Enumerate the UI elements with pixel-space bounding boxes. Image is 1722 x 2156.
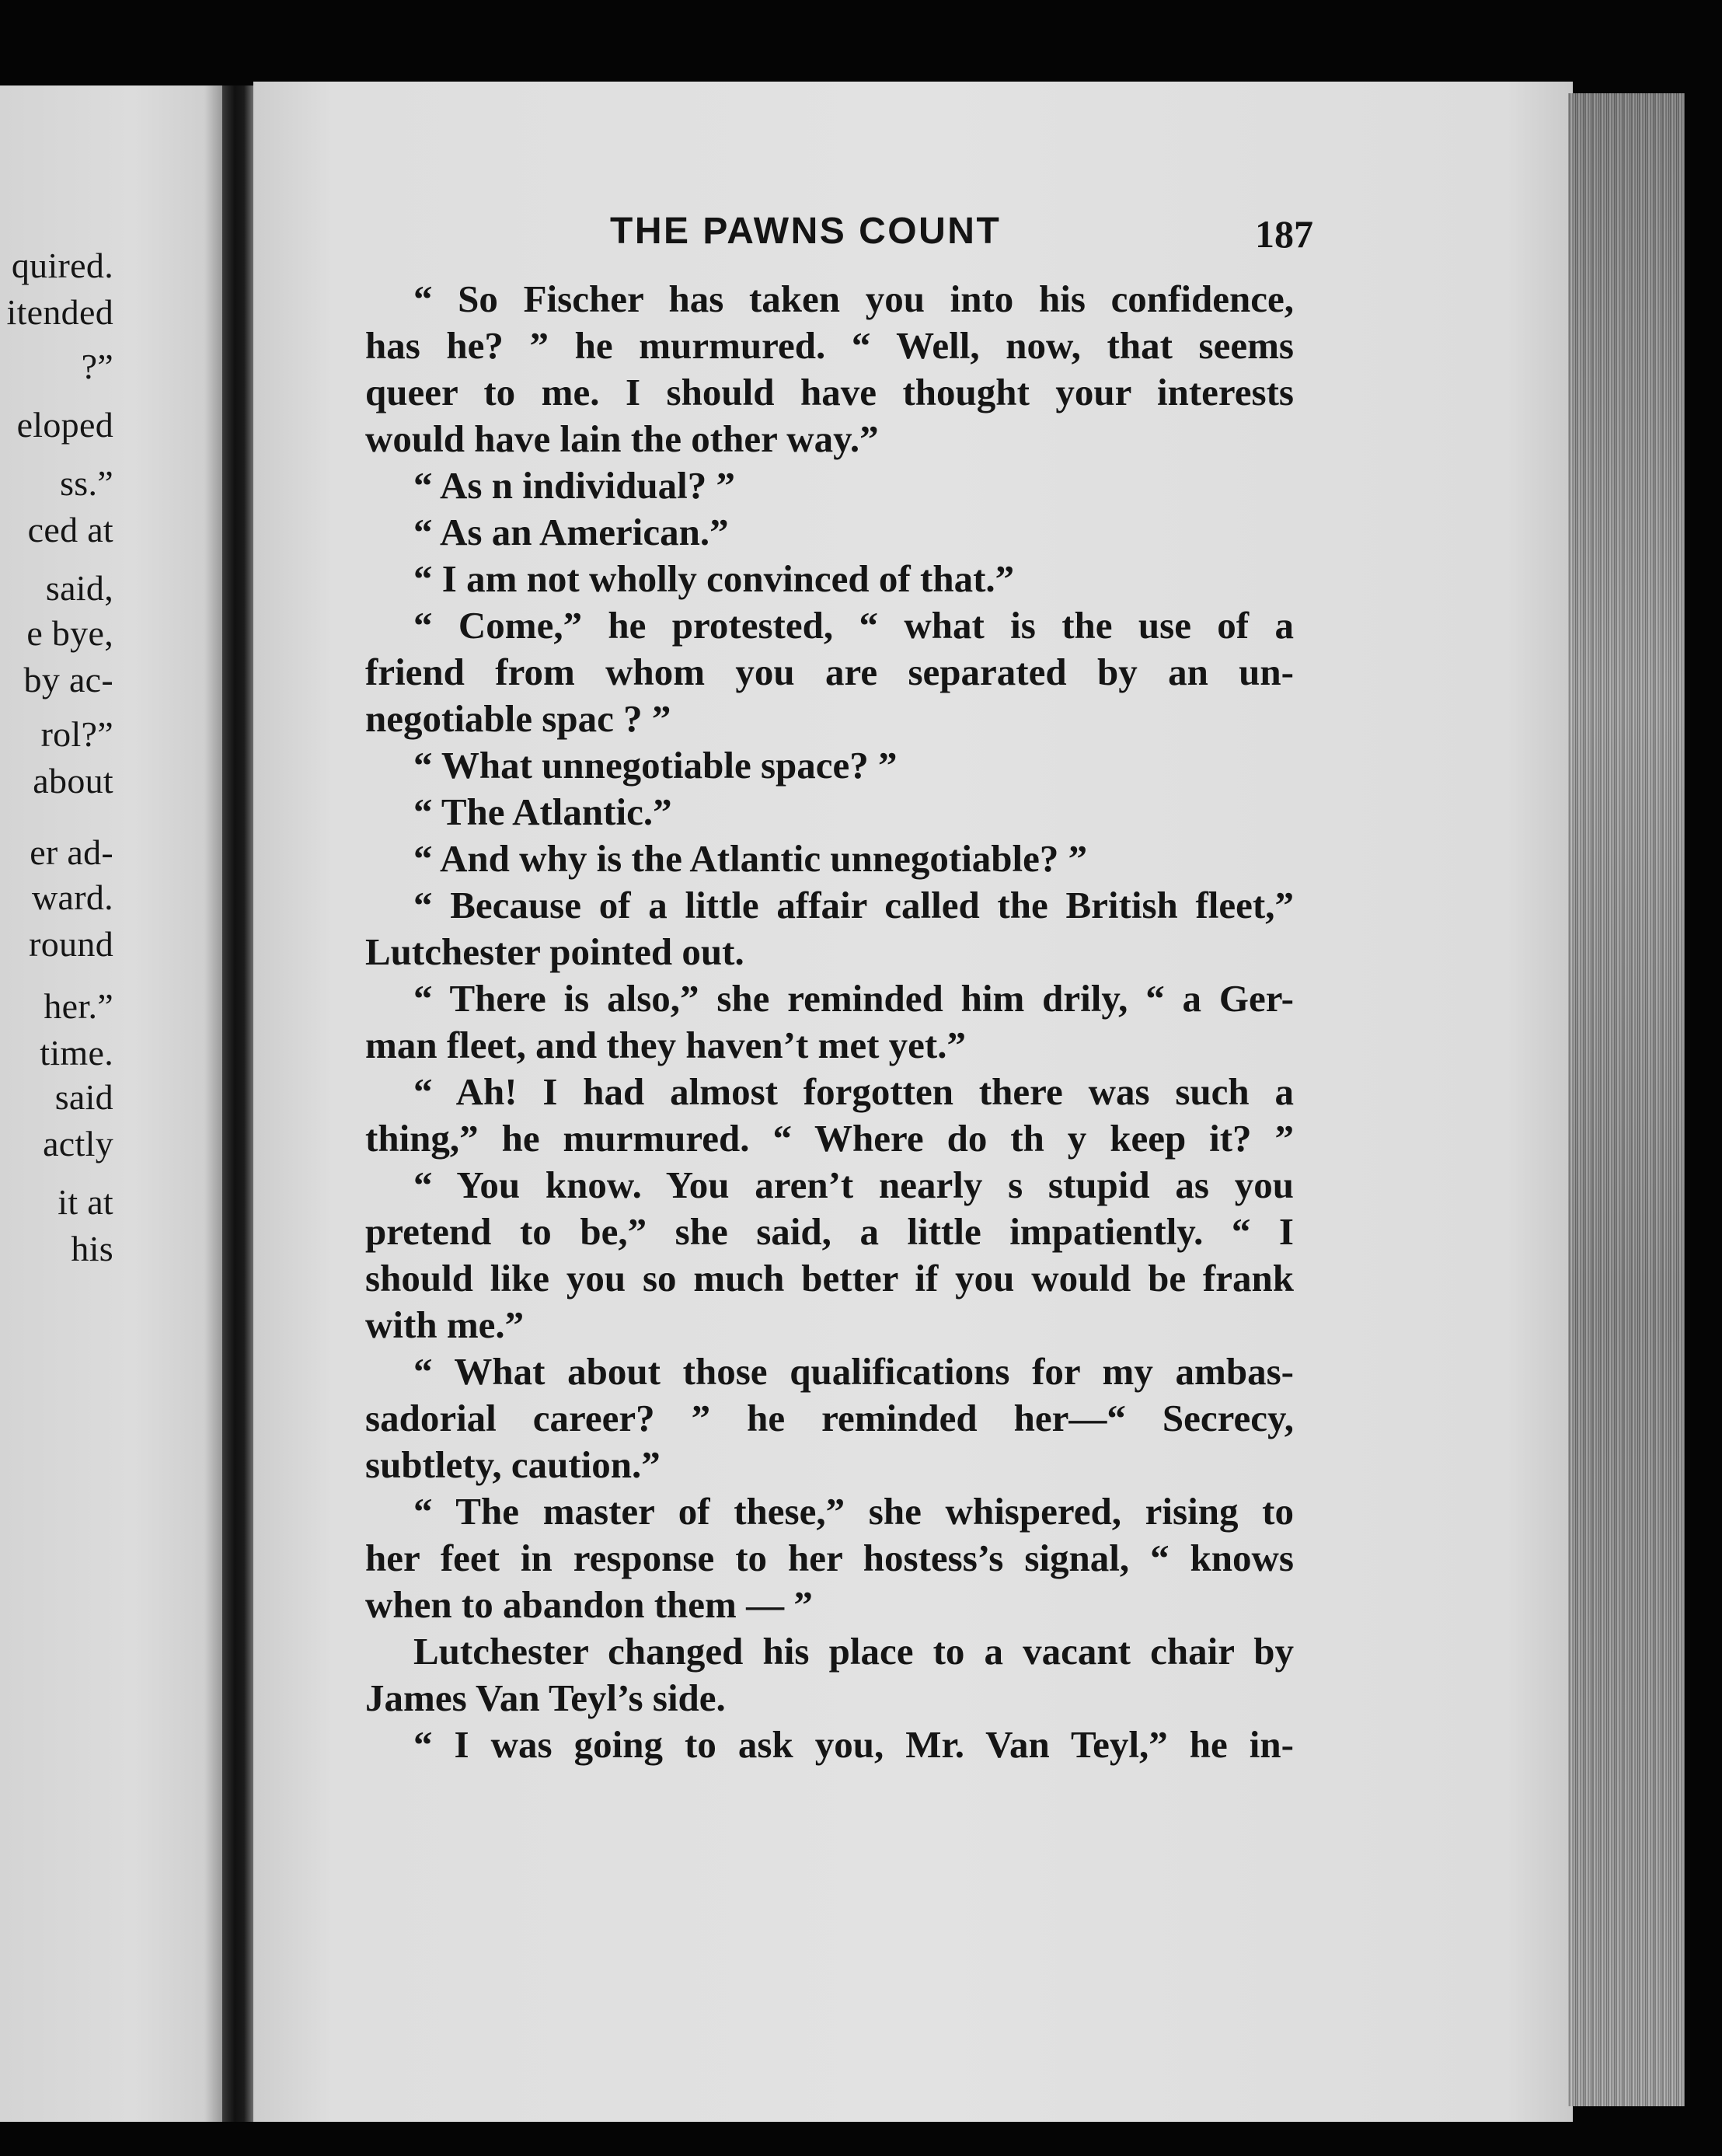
body-text (365, 276, 1294, 1768)
previous-page-line: ss.” (60, 463, 113, 503)
text-line: “ You know. You aren’t nearly s stupid as you (413, 1163, 1294, 1206)
text-line: “ And why is the Atlantic unnegotiable? ” (413, 837, 1088, 880)
page-edges (1568, 93, 1685, 2106)
text-line: “ What about those qualifications for my ambas- (413, 1350, 1294, 1393)
previous-page-line: said, (45, 568, 113, 608)
previous-page-line: e bye, (26, 613, 113, 653)
text-line: should like you so much better if you would be frank (365, 1257, 1294, 1300)
previous-page-line: his (71, 1229, 113, 1268)
page-number: 187 (1255, 212, 1313, 256)
text-line: subtlety, caution.” (365, 1443, 661, 1486)
previous-page-line: er ad- (30, 832, 113, 872)
text-line: with me.” (365, 1303, 525, 1346)
text-line: thing,” he murmured. “ Where do th y keep it? ” (365, 1117, 1294, 1160)
text-line: “ The master of these,” she whispered, rising to (413, 1490, 1294, 1533)
book-gutter (222, 85, 253, 2122)
previous-page-line: her.” (44, 986, 113, 1026)
text-line: Lutchester changed his place to a vacant chair by (413, 1630, 1294, 1673)
previous-page-line: eloped (16, 405, 113, 445)
text-line: pretend to be,” she said, a little impatiently. “ I (365, 1210, 1294, 1253)
text-line: James Van Teyl’s side. (365, 1676, 726, 1719)
text-line: “ Ah! I had almost forgotten there was such a (413, 1070, 1294, 1113)
previous-page-line: time. (40, 1033, 113, 1073)
text-line: “ The Atlantic.” (413, 790, 672, 833)
text-line: man fleet, and they haven’t met yet.” (365, 1024, 966, 1066)
text-line: Lutchester pointed out. (365, 930, 744, 973)
text-line: “ I was going to ask you, Mr. Van Teyl,” he in- (413, 1723, 1294, 1766)
previous-page-line: ward. (32, 877, 113, 917)
text-line: “ As n individual? ” (413, 464, 735, 507)
text-line: “ As an American.” (413, 511, 729, 553)
previous-page-line: actly (43, 1124, 113, 1163)
text-line: queer to me. I should have thought your interests (365, 371, 1294, 413)
text-line: her feet in response to her hostess’s signal, “ knows (365, 1537, 1294, 1579)
previous-page-line: it at (58, 1182, 113, 1222)
text-line: sadorial career? ” he reminded her—“ Secrecy, (365, 1397, 1294, 1439)
text-line: “ I am not wholly convinced of that.” (413, 557, 1015, 600)
text-line: when to abandon them — ” (365, 1583, 813, 1626)
text-line: “ What unnegotiable space? ” (413, 744, 898, 787)
previous-page-line: ced at (27, 510, 113, 549)
text-line: friend from whom you are separated by an un- (365, 651, 1294, 693)
previous-page-line: said (54, 1077, 113, 1117)
previous-page-line: quired. (11, 246, 113, 285)
previous-page-line: by ac- (23, 660, 113, 699)
text-line: “ Because of a little affair called the British fleet,” (413, 884, 1294, 926)
previous-page-line: ?” (81, 347, 113, 386)
previous-page-line: round (29, 924, 113, 964)
previous-page-line: rol?” (40, 714, 113, 754)
text-line: “ So Fischer has taken you into his confidence, (413, 277, 1294, 320)
text-line: would have lain the other way.” (365, 417, 879, 460)
running-title: THE PAWNS COUNT (610, 211, 1002, 252)
text-line: “ Come,” he protested, “ what is the use of a (413, 604, 1294, 647)
previous-page (0, 85, 222, 2122)
text-line: negotiable spac ? ” (365, 697, 671, 740)
text-line: has he? ” he murmured. “ Well, now, that seems (365, 324, 1294, 367)
previous-page-line: itended (6, 292, 113, 332)
running-head (357, 210, 1313, 264)
text-line: “ There is also,” she reminded him drily, “ a Ger- (413, 977, 1294, 1020)
previous-page-line: about (33, 761, 113, 801)
